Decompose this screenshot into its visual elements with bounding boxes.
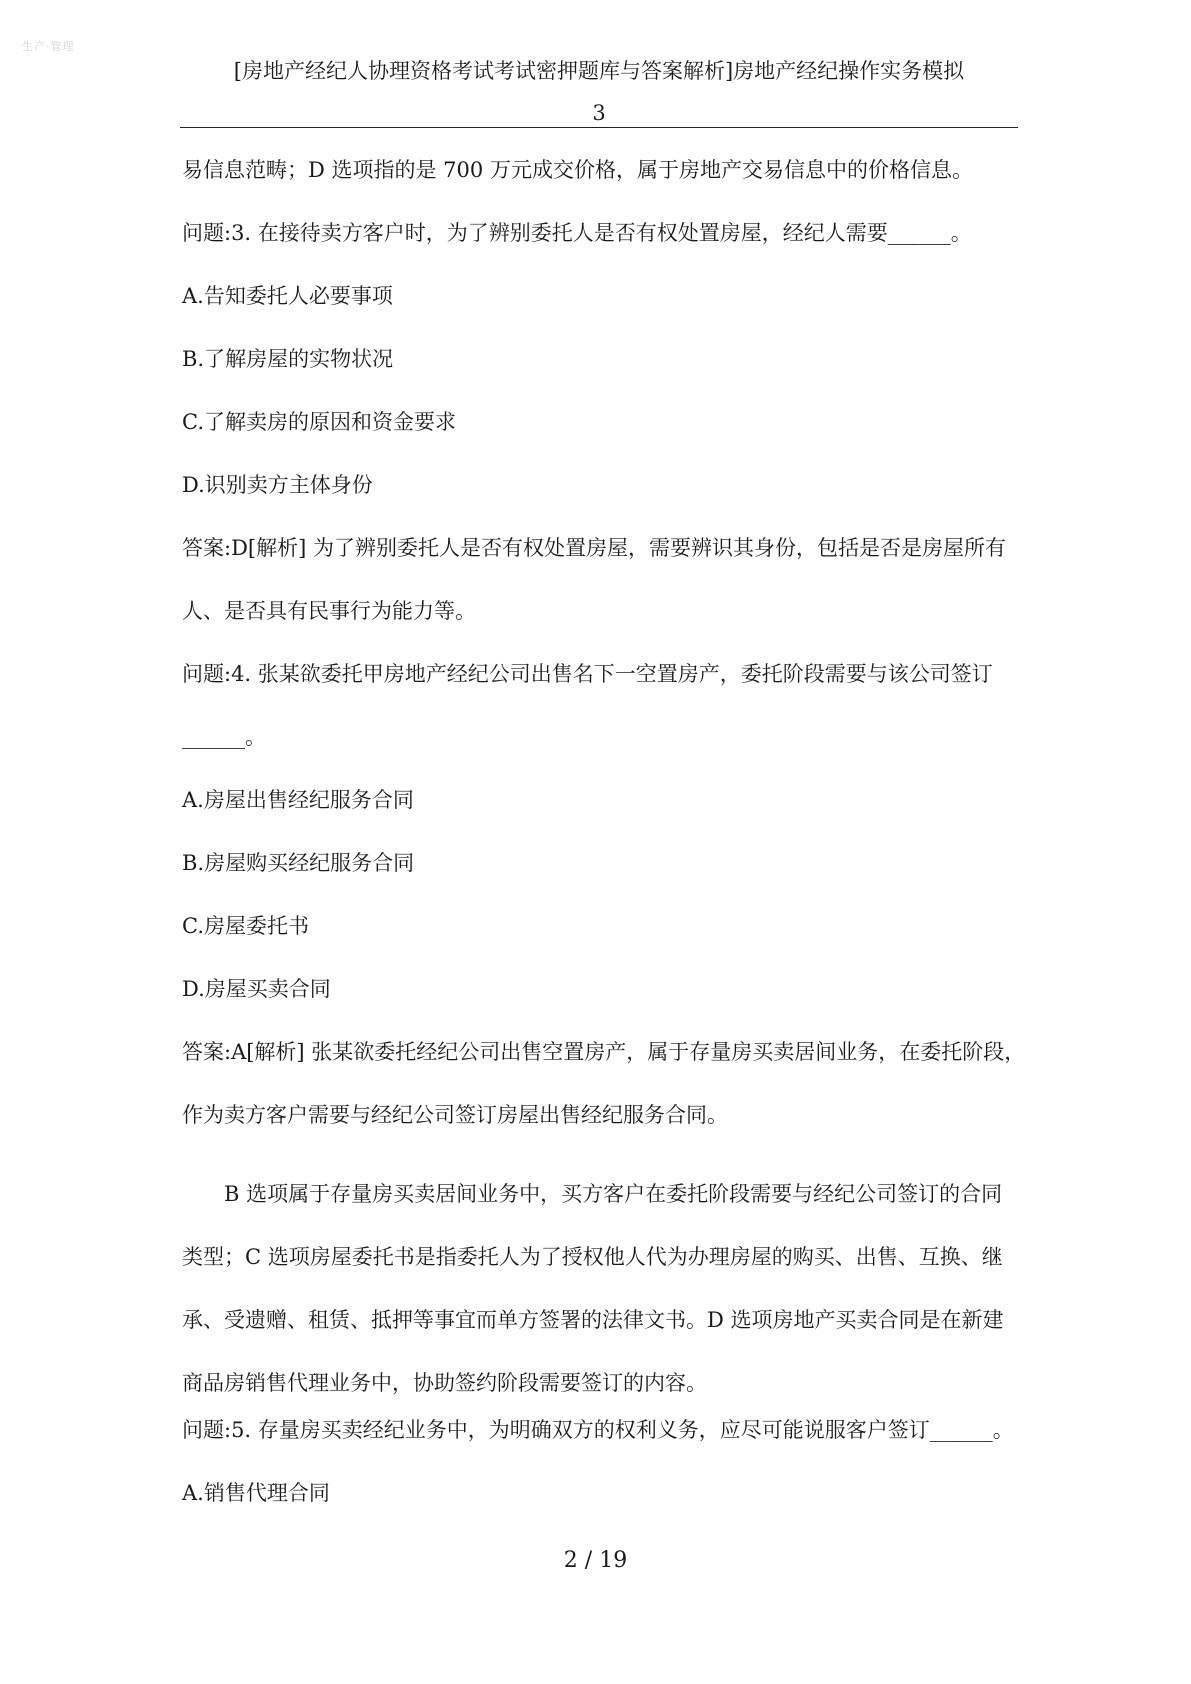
question-5: 问题:5. 存量房买卖经纪业务中，为明确双方的权利义务，应尽可能说服客户签订______。 bbox=[182, 1418, 1014, 1442]
q3-answer-line-2: 人、是否具有民事行为能力等。 bbox=[182, 599, 476, 623]
q4-answer-line-2: 作为卖方客户需要与经纪公司签订房屋出售经纪服务合同。 bbox=[182, 1103, 728, 1127]
q3-answer-line-1: 答案:D[解析] 为了辨别委托人是否有权处置房屋，需要辨识其身份，包括是否是房屋所有 bbox=[182, 536, 1006, 560]
q3-option-a: A.告知委托人必要事项 bbox=[182, 284, 393, 308]
page-body bbox=[182, 155, 1026, 1541]
question-4-line-2: ______。 bbox=[182, 725, 266, 749]
q3-option-d: D.识别卖方主体身份 bbox=[182, 473, 373, 497]
q4-answer-line-1: 答案:A[解析] 张某欲委托经纪公司出售空置房产，属于存量房买卖居间业务，在委托阶段， bbox=[182, 1040, 1026, 1064]
q4-option-b: B.房屋购买经纪服务合同 bbox=[182, 851, 415, 875]
q3-option-c: C.了解卖房的原因和资金要求 bbox=[182, 410, 456, 434]
q4-option-c: C.房屋委托书 bbox=[182, 914, 309, 938]
q4-option-d: D.房屋买卖合同 bbox=[182, 977, 331, 1001]
document-title: [房地产经纪人协理资格考试考试密押题库与答案解析]房地产经纪操作实务模拟 bbox=[233, 59, 965, 83]
continuation-text: 易信息范畴；D 选项指的是 700 万元成交价格，属于房地产交易信息中的价格信息。 bbox=[182, 158, 973, 182]
q4-explanation: B 选项属于存量房买卖居间业务中，买方客户在委托阶段需要与经纪公司签订的合同类型；C 选项房屋委托书是指委托人为了授权他人代为办理房屋的购买、出售、互换、继承、受遗赠、租赁、抵押等事宜而单方签署的法律文书。D 选项房地产买卖合同是在新建商品房销售代理业务中，协助签约阶段需要签订的内容。 bbox=[182, 1182, 1004, 1395]
header-divider bbox=[180, 127, 1018, 128]
question-3: 问题:3. 在接待卖方客户时，为了辨别委托人是否有权处置房屋，经纪人需要______。 bbox=[182, 221, 972, 245]
question-4-line-1: 问题:4. 张某欲委托甲房地产经纪公司出售名下一空置房产，委托阶段需要与该公司签订 bbox=[182, 662, 993, 686]
corner-watermark: 生产·管理 bbox=[22, 40, 75, 53]
q3-option-b: B.了解房屋的实物状况 bbox=[182, 347, 394, 371]
q5-option-a: A.销售代理合同 bbox=[182, 1481, 330, 1505]
page-header bbox=[180, 56, 1018, 128]
page-number: 2 / 19 bbox=[563, 1548, 628, 1573]
q4-option-a: A.房屋出售经纪服务合同 bbox=[182, 788, 414, 812]
document-subtitle: 3 bbox=[592, 101, 606, 125]
